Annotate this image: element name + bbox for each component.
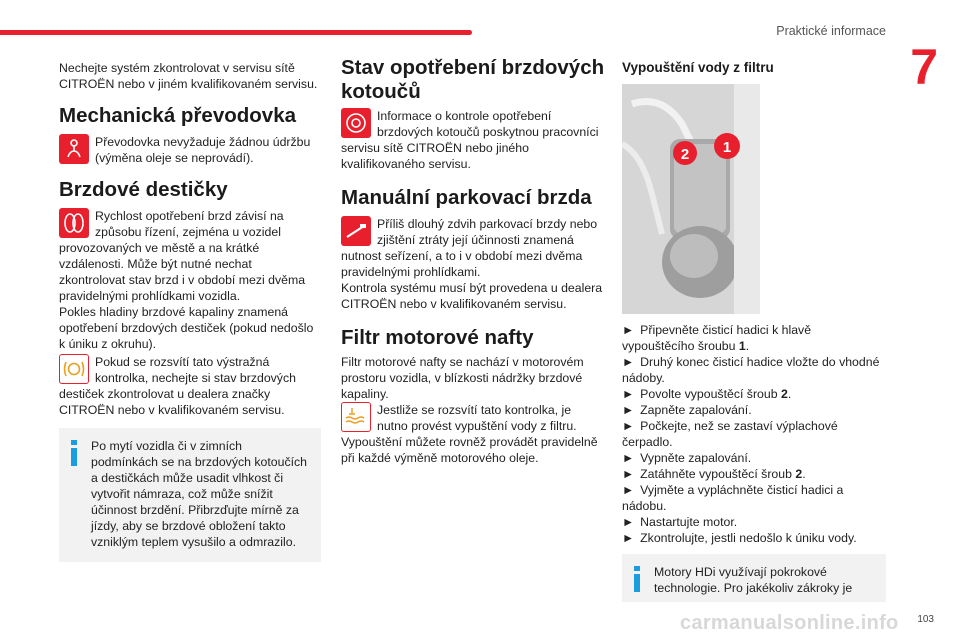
- drain-step: [622, 418, 886, 450]
- info-icon: [67, 438, 81, 550]
- drain-step: [622, 514, 886, 530]
- drain-step: [622, 466, 886, 482]
- brake-pads-block: [59, 208, 321, 352]
- drain-step-ref: 1: [738, 339, 746, 353]
- info-box-hdi-text: Motory HDi využívají pokrokové technologie. Pro jakékoliv zákroky je: [654, 565, 853, 595]
- drain-step-suffix: .: [745, 339, 750, 353]
- bullet-icon: ►: [622, 483, 635, 497]
- heading-brake-pads: Brzdové destičky: [59, 178, 228, 201]
- header-accent-bar: [0, 30, 472, 35]
- drain-step: [622, 482, 886, 514]
- callout-1: 1: [722, 139, 732, 156]
- brake-pads-icon: [59, 208, 89, 238]
- drain-step: [622, 450, 886, 466]
- fuel-filter-photo: [622, 84, 760, 314]
- drain-step-text: Zkontrolujte, jestli nedošlo k úniku vody.: [640, 531, 857, 545]
- heading-gearbox: Mechanická převodovka: [59, 104, 296, 127]
- brake-disc-icon: [341, 108, 371, 138]
- drain-step-text: Zatáhněte vypouštěcí šroub: [640, 467, 796, 481]
- column-2: [341, 56, 605, 466]
- brake-discs-text: Informace o kontrole opotřebení brzdových kotoučů poskytnou pracovníci servisu sítě CITROËN nebo jiného kvalifikovaného servisu.: [341, 109, 599, 171]
- drain-step-suffix: .: [802, 467, 806, 481]
- drain-step-text: Druhý konec čisticí hadice vložte do vhodné nádoby.: [622, 355, 880, 385]
- gearbox-icon: [59, 134, 89, 164]
- drain-step: [622, 322, 886, 354]
- chapter-number: 7: [910, 39, 938, 95]
- drain-step-text: Vyjměte a vypláchněte čisticí hadici a nádobu.: [622, 483, 844, 513]
- diesel-filter-text-2: Vypouštění můžete rovněž provádět pravidelně při každé výměně motorového oleje.: [341, 435, 598, 465]
- parking-brake-block: [341, 216, 605, 312]
- parking-brake-text-1: Příliš dlouhý zdvih parkovací brzdy nebo zjištění ztráty její účinnosti znamená nutnost seřízení, a to i v období mezi dvěma pravidelnými prohlídkami.: [341, 217, 598, 279]
- bullet-icon: ►: [622, 323, 635, 337]
- brake-pads-warning-text: Pokud se rozsvítí tato výstražná kontrolka, nechejte si stav brzdových destiček zkontrolovat u dealera značky CITROËN nebo v kvalifikovaném servisu.: [59, 355, 296, 417]
- gearbox-note: [59, 134, 321, 166]
- bullet-icon: ►: [622, 531, 635, 545]
- info-icon-hdi: [630, 564, 644, 596]
- bullet-icon: ►: [622, 355, 635, 369]
- heading-water-drain: Vypouštění vody z filtru: [622, 60, 774, 75]
- drain-step-suffix: .: [787, 387, 792, 401]
- bullet-icon: ►: [622, 419, 635, 433]
- brake-pads-text-1: Rychlost opotřebení brzd závisí na způsobu řízení, zejména u vozidel provozovaných ve městě a na krátké vzdálenosti. Může být nutné nechat zkontrolovat stav brzd i v období mezi dvěma pravidelnými prohlídkami vozidla.: [59, 209, 306, 303]
- bullet-icon: ►: [622, 467, 635, 481]
- drain-step: [622, 402, 886, 418]
- heading-diesel-filter: Filtr motorové nafty: [341, 326, 534, 349]
- info-box-hdi: [622, 554, 886, 602]
- drain-step-text: Nastartujte motor.: [640, 515, 738, 529]
- fuel-filter-illustration: [622, 84, 760, 314]
- heading-parking-brake: Manuální parkovací brzda: [341, 186, 592, 209]
- drain-step-text: Vypněte zapalování.: [640, 451, 752, 465]
- parking-brake-text-2: Kontrola systému musí být provedena u dealera CITROËN nebo v kvalifikovaném servisu.: [341, 281, 603, 311]
- drain-step: [622, 386, 886, 402]
- gearbox-text: Převodovka nevyžaduje žádnou údržbu (výměna oleje se neprovádí).: [95, 135, 311, 165]
- diesel-filter-warning-text: Jestliže se rozsvítí tato kontrolka, je nutno provést vypuštění vody z filtru.: [377, 403, 577, 433]
- drain-step-text: Počkejte, než se zastaví výplachové čerpadlo.: [622, 419, 838, 449]
- watermark: carmanualsonline.info: [680, 612, 899, 634]
- info-box-brakes-text: Po mytí vozidla či v zimních podmínkách se na brzdových kotoučích a destičkách může usadit vlhkost či vytvořit námraza, což může snížit účinnost brzdění. Přibrzďujte mírně za jízdy, aby se brzdové obložení takto vzniklým teplem vysušilo a odmrazilo.: [91, 439, 308, 549]
- section-title: Praktické informace: [776, 24, 886, 38]
- column-3: [622, 60, 886, 602]
- brake-discs-note: [341, 108, 605, 172]
- bullet-icon: ►: [622, 515, 635, 529]
- bullet-icon: ►: [622, 451, 635, 465]
- drain-step-text: Povolte vypouštěcí šroub: [640, 387, 781, 401]
- drain-step-text: Připevněte čisticí hadici k hlavě vypouštěcího šroubu: [622, 323, 812, 353]
- drain-step: [622, 354, 886, 386]
- diesel-filter-text: Filtr motorové nafty se nachází v motorovém prostoru vozidla, v blízkosti nádržky brzdové kapaliny.: [341, 355, 584, 401]
- drain-steps-list: [622, 322, 886, 546]
- callout-2: 2: [680, 146, 690, 163]
- heading-brake-discs: Stav opotřebení brzdových kotoučů: [341, 56, 605, 103]
- bullet-icon: ►: [622, 387, 635, 401]
- brake-pads-text-2: Pokles hladiny brzdové kapaliny znamená opotřebení brzdových destiček (pokud nedošlo k úniku z okruhu).: [59, 305, 314, 351]
- intro-text: Nechejte systém zkontrolovat v servisu sítě CITROËN nebo v jiném kvalifikovaném servisu.: [59, 61, 318, 91]
- drain-step-text: Zapněte zapalování.: [640, 403, 752, 417]
- info-box-brakes: [59, 428, 321, 562]
- parking-brake-icon: [341, 216, 371, 246]
- bullet-icon: ►: [622, 403, 635, 417]
- drain-step-ref: 2: [780, 387, 788, 401]
- brake-warning-light-icon: [59, 354, 89, 384]
- column-1: [59, 60, 321, 562]
- brake-pads-warning: [59, 354, 321, 418]
- diesel-filter-warning: [341, 402, 605, 466]
- page-number: 103: [917, 614, 934, 625]
- drain-step: [622, 530, 886, 546]
- drain-step-ref: 2: [795, 467, 803, 481]
- water-in-fuel-icon: [341, 402, 371, 432]
